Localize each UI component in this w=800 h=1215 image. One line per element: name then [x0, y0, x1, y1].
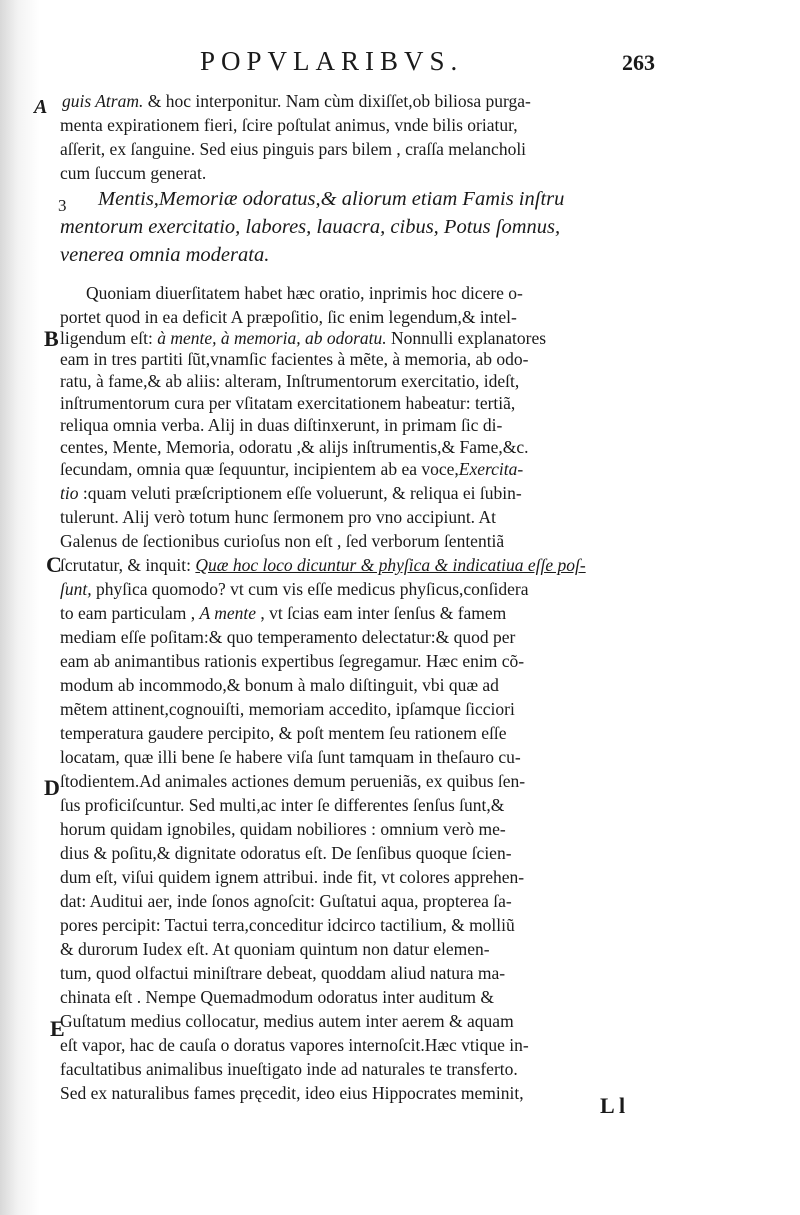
text-line: chinata eſt . Nempe Quemadmodum odoratus inter auditum &: [60, 987, 494, 1007]
margin-letter-d: D: [44, 775, 60, 800]
italic-phrase: ſunt,: [60, 579, 92, 599]
lemma-line: mentorum exercitatio, labores, lauacra, cibus, Potus ſomnus,: [60, 216, 561, 238]
text-line: centes, Mente, Memoria, odoratu ,& alijs inſtrumentis,& Fame,&c.: [60, 437, 529, 457]
text-line: eam in tres partiti ſũt,vnamſic facientes à mẽte, à memoria, ab odo-: [60, 349, 529, 369]
line-text: phyſica quomodo? vt cum vis eſſe medicus phyſicus,conſidera: [95, 579, 529, 599]
text-line: [62, 90, 672, 112]
page-number: 263: [622, 50, 655, 75]
text-line: menta expirationem fieri, ſcire poſtulat animus, vnde bilis oriatur,: [60, 115, 518, 135]
text-line: Sed ex naturalibus fames pręcedit, ideo eius Hippocrates meminit,: [60, 1083, 524, 1103]
line-text: ſcrutatur, & inquit:: [60, 555, 192, 575]
italic-phrase: à mente, à memoria, ab odoratu.: [157, 328, 387, 348]
italic-phrase: tio: [60, 483, 79, 503]
line-text: :quam veluti præſcriptionem eſſe voluerunt, & reliqua ei ſubin-: [82, 483, 522, 503]
text-line: [60, 602, 670, 624]
lemma-line: venerea omnia moderata.: [60, 244, 270, 266]
text-line: ratu, à fame,& ab aliis: alteram, Inſtrumentorum exercitatio, ideſt,: [60, 371, 520, 391]
text-line: Galenus de ſectionibus curioſus non eſt , ſed verborum ſententiã: [60, 531, 505, 551]
text-line: dius & poſitu,& dignitate odoratus eſt. De ſenſibus quoque ſcien-: [60, 843, 512, 863]
text-line: ſtodientem.Ad animales actiones demum perueniãs, ex quibus ſen-: [60, 771, 526, 791]
text-line: [60, 458, 670, 480]
text-line: horum quidam ignobiles, quidam nobiliores : omnium verò me-: [60, 819, 506, 839]
text-line: mẽtem attinent,cognouiſti, memoriam accedito, ipſamque ſicciori: [60, 699, 515, 719]
italic-phrase: Quæ hoc loco dicuntur & phyſica & indicatiua eſſe poſ-: [195, 555, 586, 575]
text-line: [60, 482, 670, 504]
text-line: tum, quod olfactui miniſtrare debeat, quoddam aliud natura ma-: [60, 963, 506, 983]
text-line: tulerunt. Alij verò totum hunc ſermonem pro vno accipiunt. At: [60, 507, 496, 527]
margin-letter-c: C: [46, 552, 62, 577]
line-text: & hoc interponitur. Nam cùm dixiſſet,ob biliosa purga-: [147, 91, 531, 111]
running-head: POPVLARIBVS.: [200, 46, 464, 76]
line-text: Nonnulli explanatores: [391, 328, 547, 348]
text-line: pores percipit: Tactui terra,conceditur idcirco tactilium, & molliũ: [60, 915, 515, 935]
text-line: dum eſt, viſui quidem ignem attribui. inde fit, vt colores apprehen-: [60, 867, 525, 887]
line-text: to eam particulam ,: [60, 603, 196, 623]
text-line: cum ſuccum generat.: [60, 163, 207, 183]
lemma-number: 3: [58, 196, 67, 215]
italic-phrase: A mente: [199, 603, 257, 623]
text-line: ſus proficiſcuntur. Sed multi,ac inter ſe differentes ſenſus ſunt,&: [60, 795, 505, 815]
text-line: facultatibus animalibus inueſtigato inde ad naturales te transferto.: [60, 1059, 518, 1079]
text-line: temperatura gaudere percipito, & poſt mentem ſeu rationem eſſe: [60, 723, 507, 743]
margin-letter-a: A: [34, 96, 48, 118]
text-line: aſſerit, ex ſanguine. Sed eius pinguis pars bilem , craſſa melancholi: [60, 139, 527, 159]
line-text: ſecundam, omnia quæ ſequuntur, incipientem ab ea voce,: [60, 459, 459, 479]
line-text: ligendum eſt:: [60, 328, 153, 348]
text-line: modum ab incommodo,& bonum à malo diſtinguit, vbi quæ ad: [60, 675, 499, 695]
catchword: L l: [600, 1093, 626, 1118]
text-line: reliqua omnia verba. Alij in duas diſtinxerunt, in primam ſic di-: [60, 415, 503, 435]
text-line: Guſtatum medius collocatur, medius autem inter aerem & aquam: [60, 1011, 514, 1031]
text-line: eam ab animantibus rationis expertibus ſegregamur. Hæc enim cõ-: [60, 651, 525, 671]
text-line: inſtrumentorum cura per vſitatam exercitationem habeatur: tertiã,: [60, 393, 516, 413]
text-line: Quoniam diuerſitatem habet hæc oratio, inprimis hoc dicere o-: [86, 283, 523, 303]
text-line: locatam, quæ illi bene ſe habere viſa ſunt tamquam in theſauro cu-: [60, 747, 521, 767]
text-line: dat: Auditui aer, inde ſonos agnoſcit: Guſtatui aqua, propterea ſa-: [60, 891, 512, 911]
margin-letter-b: B: [44, 326, 59, 351]
text-line: [60, 327, 670, 349]
text-line: & durorum Iudex eſt. At quoniam quintum non datur elemen-: [60, 939, 490, 959]
italic-phrase: guis Atram.: [62, 91, 144, 111]
line-text: , vt ſcias eam inter ſenſus & famem: [260, 603, 507, 623]
margin-letter-e: E: [50, 1016, 65, 1041]
text-line: eſt vapor, hac de cauſa o doratus vapores internoſcit.Hæc vtique in-: [60, 1035, 529, 1055]
text-line: portet quod in ea deficit A præpoſitio, ſic enim legendum,& intel-: [60, 307, 517, 327]
text-line: [60, 554, 670, 576]
lemma-line: Mentis,Memoriæ odoratus,& aliorum etiam Famis inſtru: [98, 188, 565, 210]
text-line: mediam eſſe poſitam:& quo temperamento delectatur:& quod per: [60, 627, 516, 647]
text-line: [60, 578, 670, 600]
italic-phrase: Exercita-: [458, 459, 524, 479]
